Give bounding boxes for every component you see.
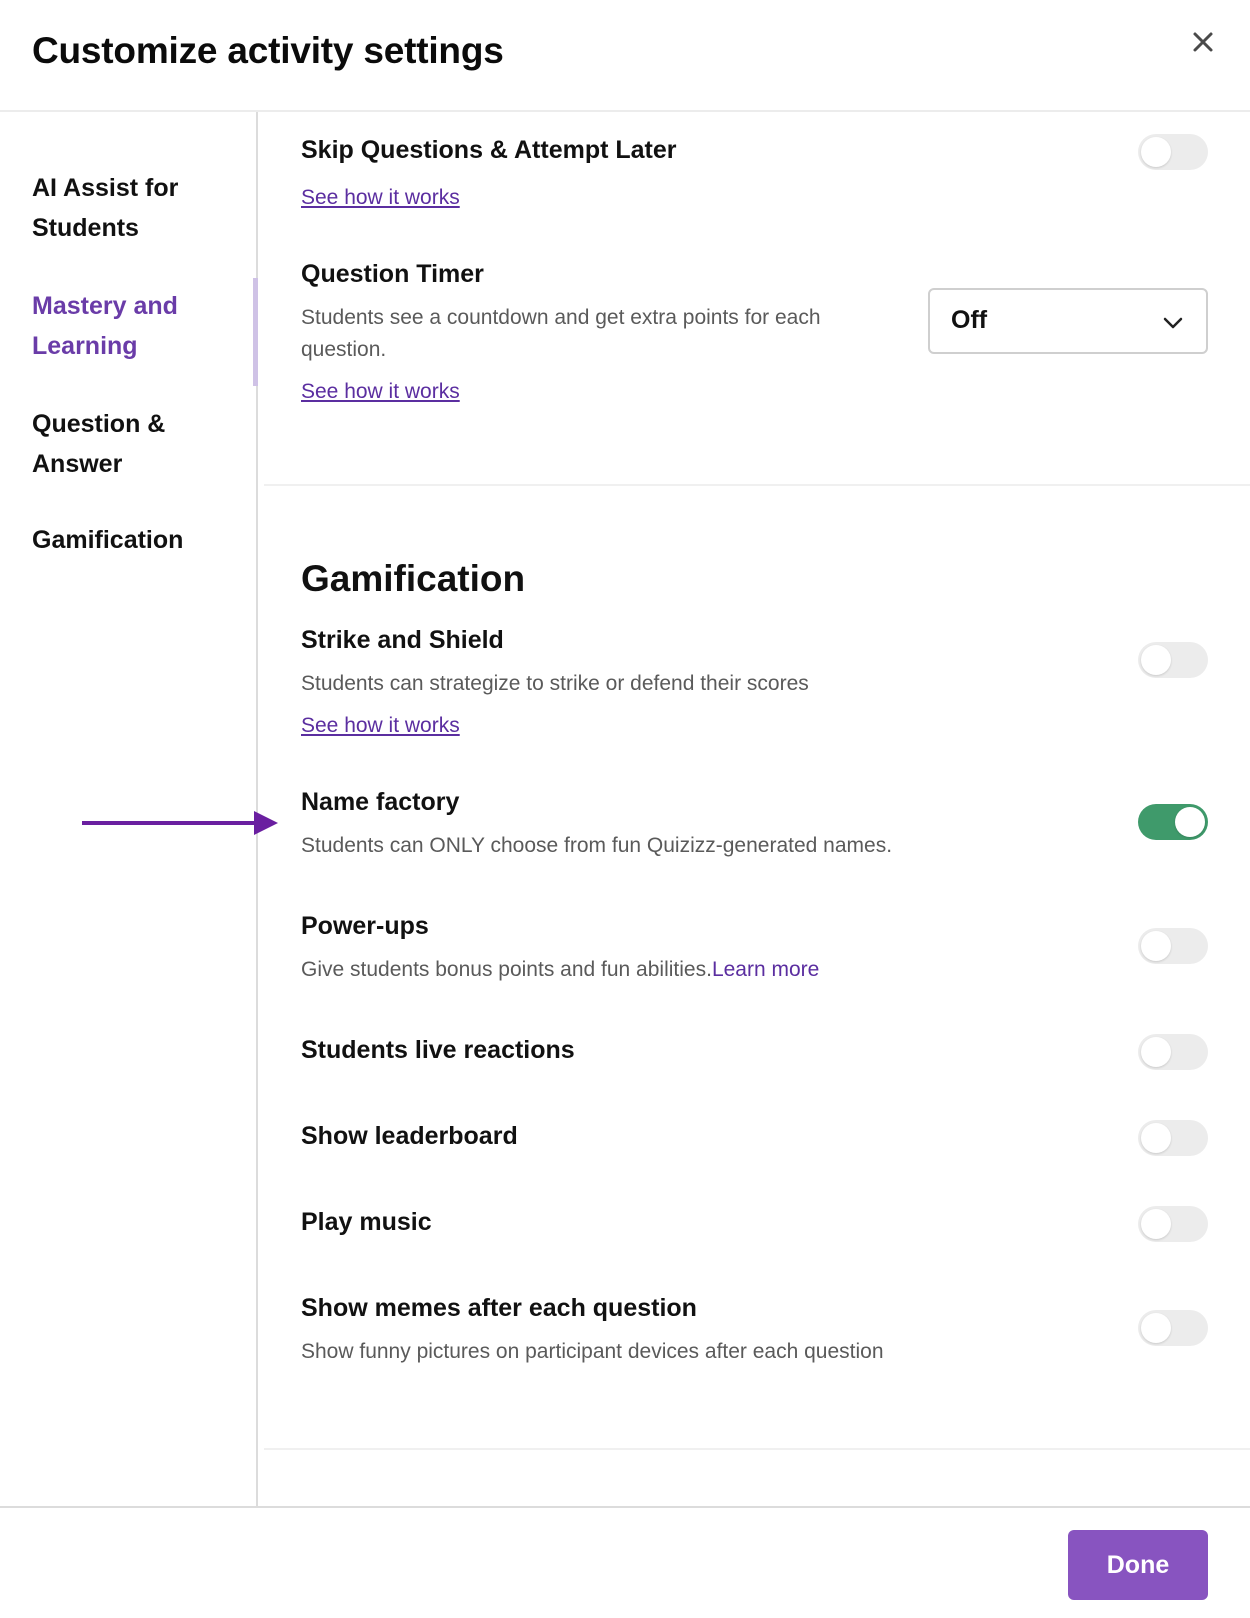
setting-title-power-ups: Power-ups: [301, 912, 429, 940]
setting-title-question-timer: Question Timer: [301, 260, 484, 288]
see-how-it-works-link[interactable]: See how it works: [301, 186, 460, 209]
toggle-knob: [1141, 137, 1171, 167]
setting-description-name-factory: Students can ONLY choose from fun Quizizz-generated names.: [301, 834, 893, 857]
setting-title-live-reactions: Students live reactions: [301, 1036, 575, 1064]
dialog-footer: [0, 1506, 1250, 1618]
setting-description-power-ups: [301, 954, 819, 986]
setting-title-show-memes: Show memes after each question: [301, 1294, 697, 1322]
setting-title-show-leaderboard: Show leaderboard: [301, 1122, 518, 1150]
setting-title-strike-and-shield: Strike and Shield: [301, 626, 504, 654]
setting-title-play-music: Play music: [301, 1208, 432, 1236]
toggle-knob: [1141, 1209, 1171, 1239]
setting-description-question-timer: Students see a countdown and get extra points for each question.: [301, 306, 821, 361]
active-nav-indicator: [253, 278, 258, 386]
toggle-knob: [1141, 645, 1171, 675]
see-how-it-works-link[interactable]: See how it works: [301, 714, 460, 737]
sidebar-item-mastery-and-learning[interactable]: Mastery and Learning: [32, 292, 178, 360]
chevron-down-icon: [1162, 312, 1184, 334]
toggle-play-music[interactable]: [1138, 1206, 1208, 1242]
learn-more-link[interactable]: Learn more: [711, 958, 820, 981]
toggle-knob: [1175, 807, 1205, 837]
toggle-strike-and-shield[interactable]: [1138, 642, 1208, 678]
sidebar-nav: [0, 112, 258, 1506]
setting-description-show-memes: Show funny pictures on participant devices after each question: [301, 1340, 884, 1363]
section-divider: [264, 1448, 1250, 1450]
toggle-show-memes[interactable]: [1138, 1310, 1208, 1346]
toggle-live-reactions[interactable]: [1138, 1034, 1208, 1070]
settings-panel: [260, 112, 1250, 1506]
question-timer-select[interactable]: [928, 288, 1208, 354]
setting-title-name-factory: Name factory: [301, 788, 460, 816]
setting-description-strike-and-shield: Students can strategize to strike or defend their scores: [301, 672, 809, 695]
close-button[interactable]: [1188, 27, 1218, 57]
done-button[interactable]: Done: [1068, 1530, 1208, 1600]
annotation-arrow-icon: [82, 810, 282, 836]
section-heading-gamification: Gamification: [301, 558, 526, 599]
toggle-show-leaderboard[interactable]: [1138, 1120, 1208, 1156]
close-icon: [1188, 27, 1218, 57]
toggle-knob: [1141, 1123, 1171, 1153]
see-how-it-works-link[interactable]: See how it works: [301, 380, 460, 403]
toggle-name-factory[interactable]: [1138, 804, 1208, 840]
toggle-power-ups[interactable]: [1138, 928, 1208, 964]
toggle-skip-questions[interactable]: [1138, 134, 1208, 170]
sidebar-item-ai-assist[interactable]: AI Assist for Students: [32, 174, 179, 242]
toggle-knob: [1141, 1037, 1171, 1067]
dialog-title: Customize activity settings: [32, 30, 504, 71]
dialog-header: [0, 0, 1250, 112]
toggle-knob: [1141, 1313, 1171, 1343]
toggle-knob: [1141, 931, 1171, 961]
setting-title-skip-questions: Skip Questions & Attempt Later: [301, 136, 677, 164]
sidebar-item-gamification[interactable]: Gamification: [32, 526, 184, 554]
sidebar-item-question-and-answer[interactable]: Question & Answer: [32, 410, 166, 478]
question-timer-value: Off: [951, 306, 988, 334]
section-divider: [264, 484, 1250, 486]
power-ups-description-text: Give students bonus points and fun abilities.: [301, 958, 712, 981]
